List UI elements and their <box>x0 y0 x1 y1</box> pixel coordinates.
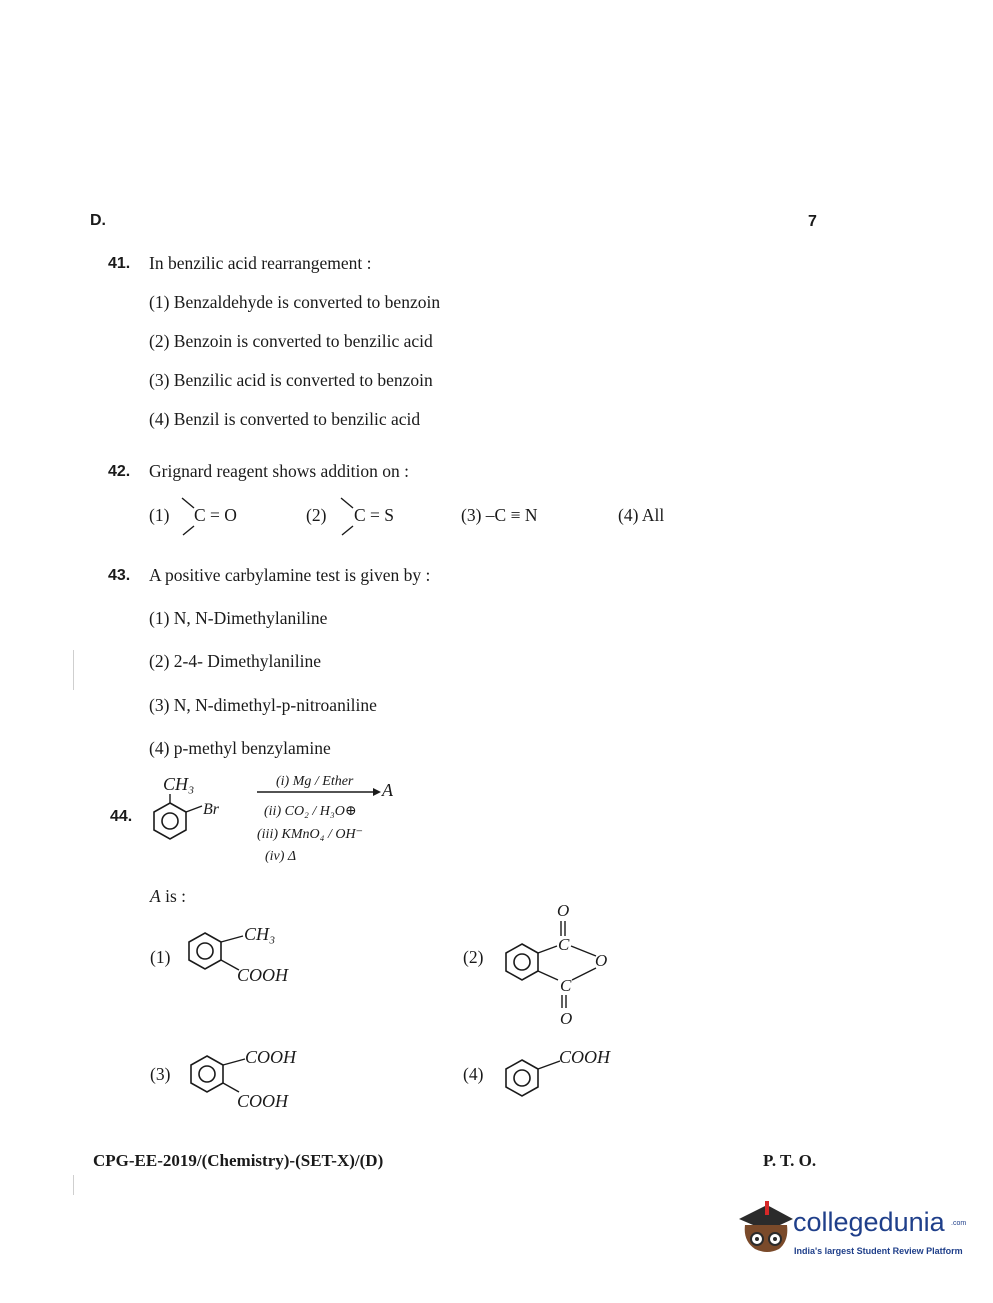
option-2-ring-oxygen: O <box>595 951 608 970</box>
reaction-arrow-icon <box>257 786 382 798</box>
collegedunia-mascot-icon <box>735 1197 795 1257</box>
option-2: (2) 2-4- Dimethylaniline <box>149 651 322 671</box>
question-number: 44. <box>110 808 133 825</box>
question-number: 42. <box>108 463 131 480</box>
option-3-label: (3) <box>150 1064 171 1084</box>
option-2-carbonyl-o-top: O <box>557 901 570 920</box>
option-3: (3) –C ≡ N <box>461 505 538 525</box>
option-4: (4) All <box>618 505 665 525</box>
option-2-carbonyl-o-bottom: O <box>560 1009 573 1028</box>
option-2: (2) Benzoin is converted to benzilic acid <box>149 331 433 351</box>
benzene-ring-icon <box>506 1060 538 1096</box>
benzene-ring-icon <box>191 1056 223 1092</box>
option-4: (4) p-methyl benzylamine <box>149 738 331 758</box>
option-2-structure <box>500 898 620 1028</box>
question-number: 43. <box>108 567 131 584</box>
option-2-formula: C = S <box>354 505 395 525</box>
option-4: (4) Benzil is converted to benzilic acid <box>149 409 421 429</box>
option-2-carbon-bottom: C <box>560 976 572 995</box>
logo-com: .com <box>951 1220 967 1227</box>
option-3: (3) Benzilic acid is converted to benzoin <box>149 370 433 390</box>
option-1-formula: C = O <box>194 505 237 525</box>
option-3-bottom-group: COOH <box>237 1091 289 1111</box>
logo-tagline: India's largest Student Review Platform <box>794 1246 963 1256</box>
reactant-ch3-label: CH₃ <box>163 774 195 794</box>
reaction-step-3: (iii) KMnO₄ / OH⁻ <box>257 827 363 842</box>
reaction-step-4: (iv) Δ <box>265 849 297 864</box>
reactant-br-label: Br <box>203 801 219 818</box>
option-1-top-group: CH₃ <box>244 924 276 944</box>
option-1-label: (1) <box>149 505 170 525</box>
reaction-step-1: (i) Mg / Ether <box>276 774 354 789</box>
option-4-label: (4) <box>463 1064 484 1084</box>
option-2-label: (2) <box>463 947 484 967</box>
reaction-step-2: (ii) CO₂ / H₃O⊕ <box>264 804 357 819</box>
option-1-structure <box>185 918 305 988</box>
benzene-ring-icon <box>154 803 186 839</box>
page-number: 7 <box>808 213 817 230</box>
option-3: (3) N, N-dimethyl-p-nitroaniline <box>149 695 377 715</box>
scan-margin-line <box>73 1175 74 1195</box>
paper-code: CPG-EE-2019/(Chemistry)-(SET-X)/(D) <box>93 1151 384 1170</box>
question-text: Grignard reagent shows addition on : <box>149 461 410 481</box>
question-text: A positive carbylamine test is given by : <box>149 565 431 585</box>
option-4-top-group: COOH <box>559 1047 611 1067</box>
option-1: (1) N, N-Dimethylaniline <box>149 608 328 628</box>
scan-margin-line <box>73 650 74 690</box>
option-1: (1) Benzaldehyde is converted to benzoin <box>149 292 441 312</box>
option-2-label: (2) <box>306 505 327 525</box>
option-1-label: (1) <box>150 947 171 967</box>
option-4-structure <box>500 1040 630 1102</box>
benzene-ring-icon <box>189 933 221 969</box>
option-1-bottom-group: COOH <box>237 965 289 985</box>
option-2-carbon-top: C <box>558 935 570 954</box>
question-number: 41. <box>108 255 131 272</box>
benzene-ring-icon <box>506 944 538 980</box>
question-text: In benzilic acid rearrangement : <box>149 253 372 273</box>
option-3-top-group: COOH <box>245 1047 297 1067</box>
a-is-text: is : <box>165 886 186 906</box>
collegedunia-logo-text: collegedunia <box>793 1207 945 1237</box>
set-label: D. <box>90 212 106 229</box>
a-symbol: A <box>150 886 161 906</box>
option-3-structure <box>185 1040 315 1112</box>
please-turn-over: P. T. O. <box>763 1151 817 1170</box>
reactant-structure <box>140 768 260 858</box>
a-is-label <box>150 886 186 907</box>
product-label: A <box>382 780 393 800</box>
